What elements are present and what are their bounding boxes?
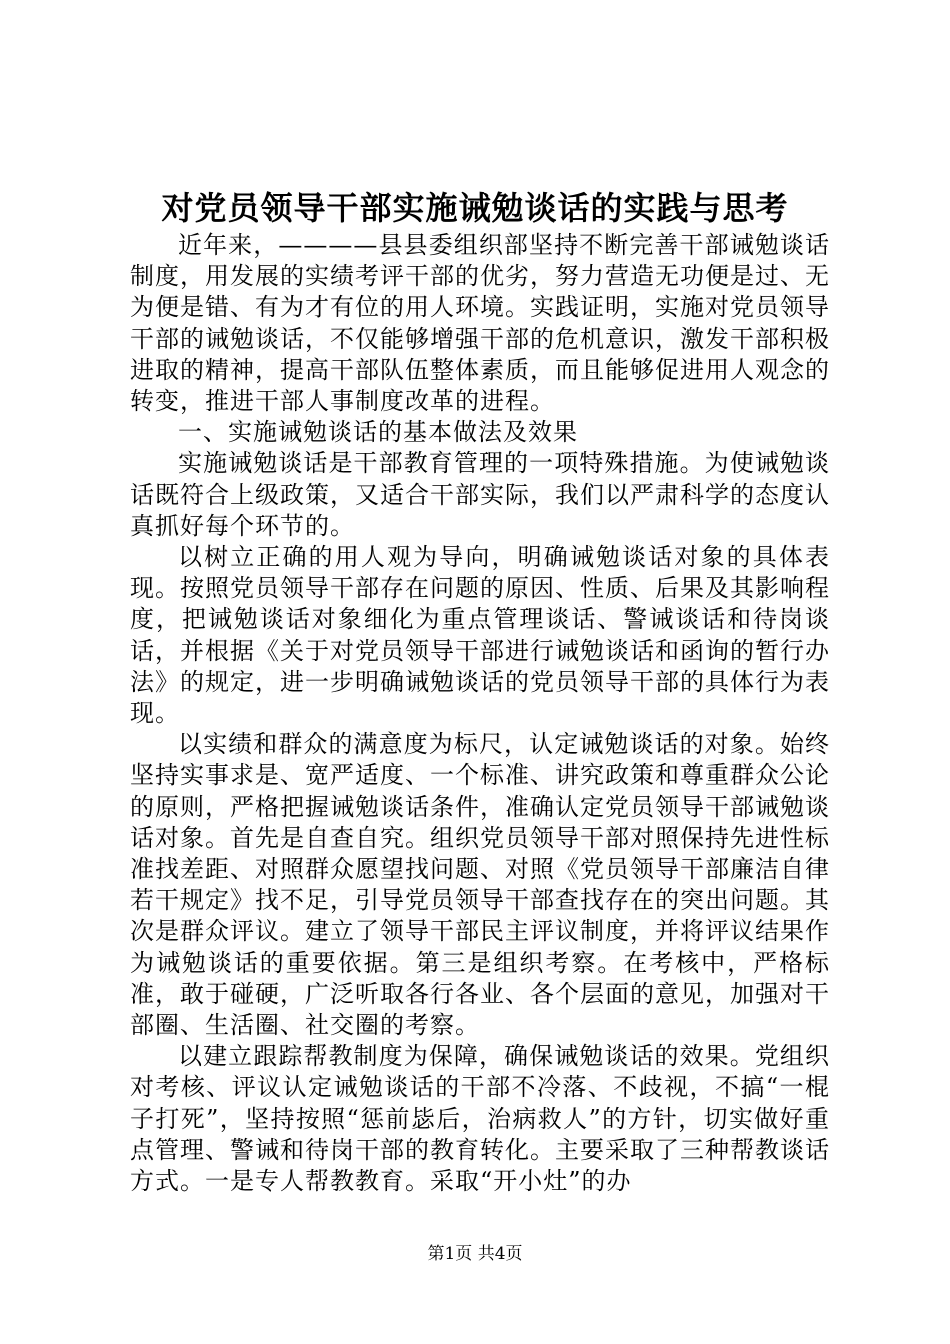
document-body	[130, 230, 830, 1197]
paragraph-intro: 近年来，————县县委组织部坚持不断完善干部诫勉谈话制度，用发展的实绩考评干部的优劣，努力营造无功便是过、无为便是错、有为才有位的用人环境。实践证明，实施对党员领导干部的诫勉谈话，不仅能够增强干部的危机意识，激发干部积极进取的精神，提高干部队伍整体素质，而且能够促进用人观念的转变，推进干部人事制度改革的进程。	[130, 231, 830, 416]
paragraph-guidance: 以树立正确的用人观为导向，明确诫勉谈话对象的具体表现。按照党员领导干部存在问题的原因、性质、后果及其影响程度，把诫勉谈话对象细化为重点管理谈话、警诫谈话和待岗谈话，并根据《关于对党员领导干部进行诫勉谈话和函询的暂行办法》的规定，进一步明确诫勉谈话的党员领导干部的具体行为表现。	[130, 543, 830, 728]
document-title: 对党员领导干部实施诫勉谈话的实践与思考	[161, 189, 789, 227]
section-heading: 一、实施诫勉谈话的基本做法及效果	[178, 418, 578, 447]
paragraph-criteria: 以实绩和群众的满意度为标尺，认定诫勉谈话的对象。始终坚持实事求是、宽严适度、一个标准、讲究政策和尊重群众公论的原则，严格把握诫勉谈话条件，准确认定党员领导干部诫勉谈话对象。首先是自查自究。组织党员领导干部对照保持先进性标准找差距、对照群众愿望找问题、对照《党员领导干部廉洁自律若干规定》找不足，引导党员领导干部查找存在的突出问题。其次是群众评议。建立了领导干部民主评议制度，并将评议结果作为诫勉谈话的重要依据。第三是组织考察。在考核中，严格标准，敢于碰硬，广泛听取各行各业、各个层面的意见，加强对干部圈、生活圈、社交圈的考察。	[130, 730, 830, 1040]
page-footer: 第1页 共4页	[427, 1244, 523, 1264]
paragraph-overview: 实施诫勉谈话是干部教育管理的一项特殊措施。为使诫勉谈话既符合上级政策，又适合干部实际，我们以严肃科学的态度认真抓好每个环节的。	[130, 449, 830, 540]
paragraph-followup: 以建立跟踪帮教制度为保障，确保诫勉谈话的效果。党组织对考核、评议认定诫勉谈话的干部不冷落、不歧视，不搞“一棍子打死”，坚持按照“惩前毖后，治病救人”的方针，切实做好重点管理、警诫和待岗干部的教育转化。主要采取了三种帮教谈话方式。一是专人帮教教育。采取“开小灶”的办	[130, 1042, 830, 1196]
